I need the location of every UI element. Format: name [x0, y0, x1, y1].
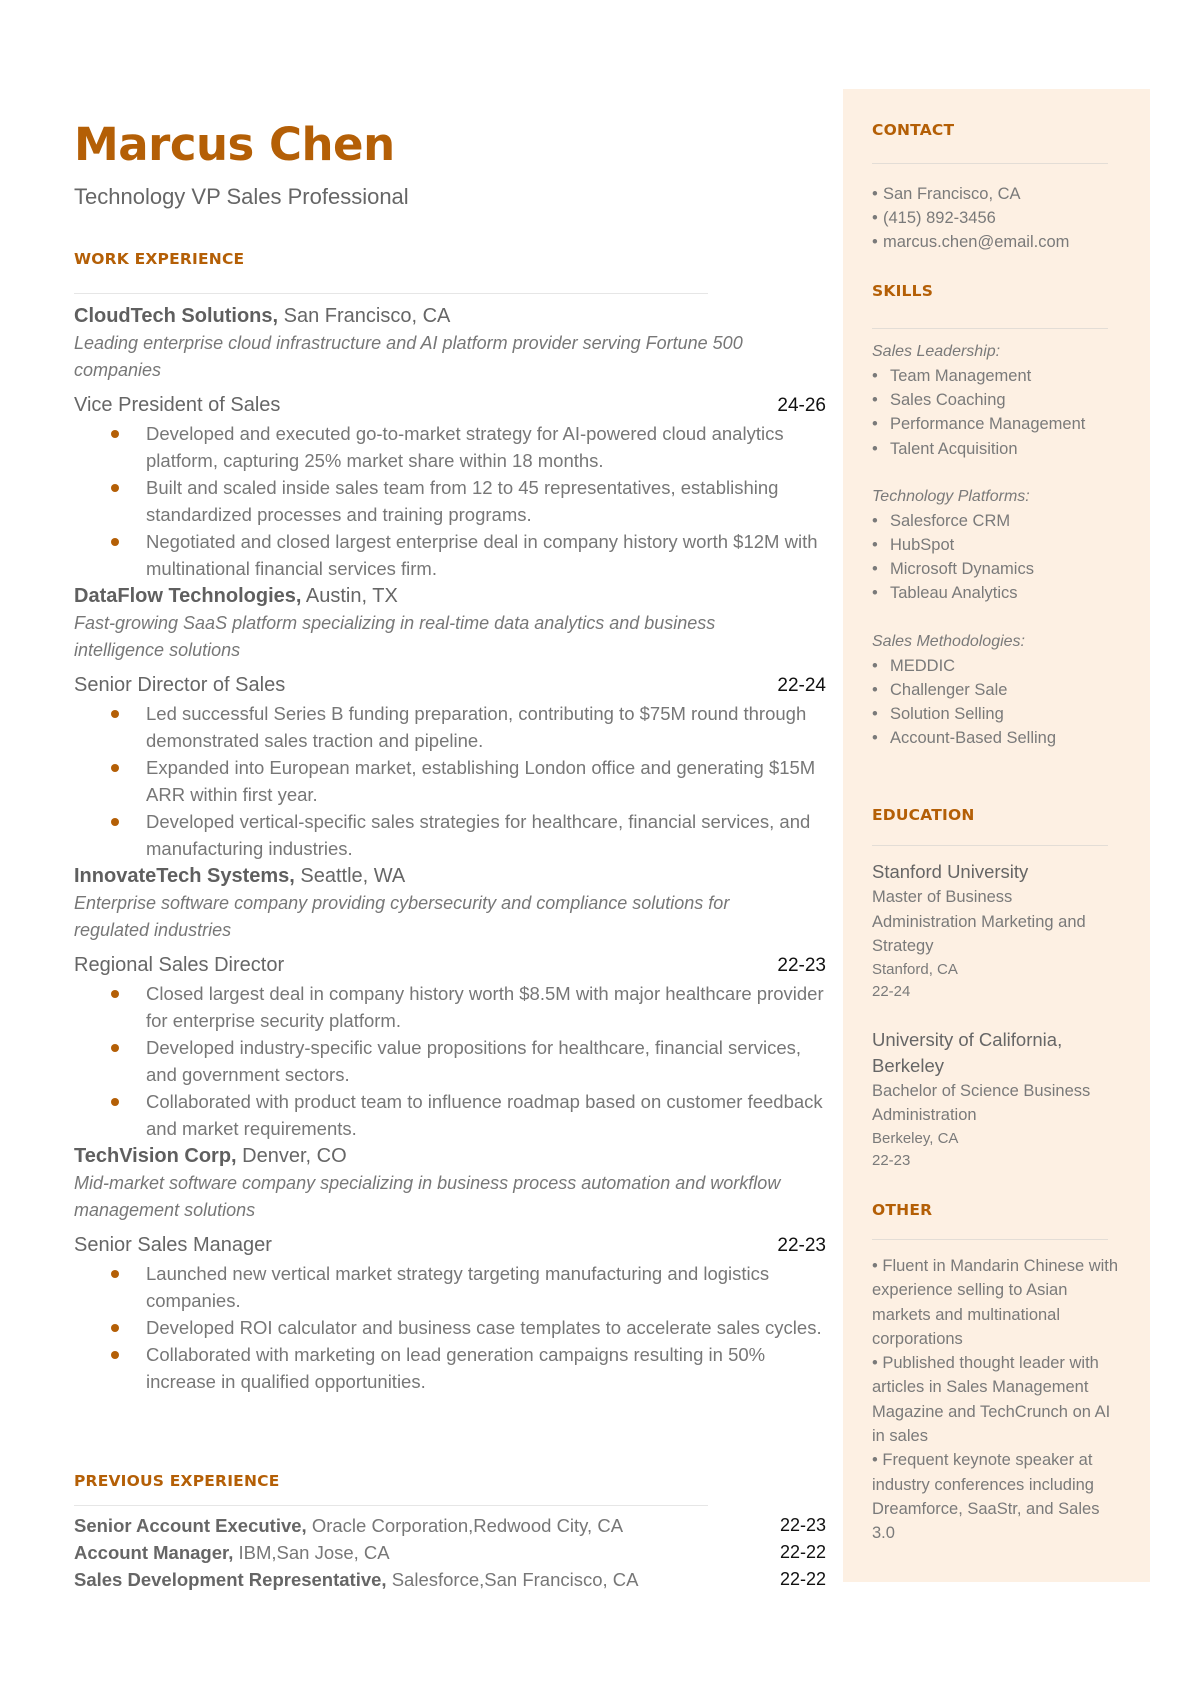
company-line — [74, 582, 826, 610]
other-list — [872, 1254, 1120, 1546]
previous-experience-list — [74, 1512, 826, 1593]
role-row — [74, 1231, 826, 1260]
company-location: Austin, TX — [301, 585, 398, 607]
skill-item — [872, 437, 1085, 461]
skill-text: MEDDIC — [890, 656, 956, 675]
skill-text: Team Management — [890, 367, 1032, 385]
skill-text: Tableau Analytics — [890, 584, 1018, 603]
bullet-icon: • — [872, 439, 878, 458]
education-degree: Bachelor of Science Business Administration — [872, 1081, 1091, 1124]
bullet-icon: • — [872, 680, 878, 699]
skill-item — [872, 702, 1085, 726]
bullet-dot-icon — [111, 710, 119, 718]
achievement-item — [146, 980, 826, 1034]
bullet-dot-icon — [111, 1351, 119, 1359]
previous-role: Account Manager, — [74, 1542, 234, 1563]
skill-text: Talent Acquisition — [890, 439, 1018, 458]
bullet-dot-icon — [111, 1098, 119, 1106]
achievement-list — [74, 700, 826, 862]
spacer — [872, 461, 1085, 485]
bullet-icon: • — [872, 415, 878, 434]
achievement-list — [74, 1260, 826, 1395]
bullet-icon: • — [872, 209, 878, 227]
skill-text: Sales Coaching — [890, 391, 1006, 410]
work-experience-list — [74, 302, 826, 1395]
company-location: San Francisco, CA — [278, 305, 451, 327]
bullet-icon: • — [872, 705, 878, 724]
contact-location — [872, 182, 1069, 206]
company-description: Enterprise software company providing cybersecurity and compliance solutions for regulated industries — [74, 893, 730, 940]
education-dates: 22-23 — [872, 1151, 911, 1169]
role-row — [74, 951, 826, 980]
role-row — [74, 671, 826, 700]
candidate-name: Marcus Chen — [74, 118, 395, 171]
contact-email — [872, 230, 1069, 254]
other-divider — [872, 1239, 1108, 1240]
bullet-icon: • — [872, 584, 878, 603]
bullet-icon: • — [872, 185, 878, 203]
achievement-text: Developed vertical-specific sales strategies for healthcare, financial services, and manufacturing industries. — [146, 811, 811, 859]
work-experience-divider — [74, 293, 708, 294]
skill-category: Sales Methodologies: — [872, 632, 1025, 650]
achievement-item — [146, 754, 826, 808]
education-entry — [872, 859, 1112, 1003]
achievement-text: Developed ROI calculator and business case templates to accelerate sales cycles. — [146, 1317, 822, 1338]
previous-role: Senior Account Executive, — [74, 1515, 307, 1536]
company-line — [74, 1142, 826, 1170]
achievement-item — [146, 1314, 826, 1341]
sidebar — [843, 89, 1150, 1582]
achievement-item — [146, 474, 826, 528]
role-dates: 22-24 — [777, 675, 826, 696]
role-title: Senior Director of Sales — [74, 674, 286, 696]
role-dates: 22-23 — [777, 1235, 826, 1256]
education-divider — [872, 845, 1108, 846]
education-heading: EDUCATION — [872, 806, 975, 824]
education-entry — [872, 1027, 1112, 1172]
bullet-icon: • — [872, 536, 878, 555]
education-location: Stanford, CA — [872, 960, 958, 978]
skill-item — [872, 412, 1085, 436]
education-school: University of California, Berkeley — [872, 1028, 1063, 1076]
achievement-text: Developed and executed go-to-market strategy for AI-powered cloud analytics platform, capturing 25% market share within 18 months. — [146, 423, 784, 471]
job-entry — [74, 862, 826, 1142]
contact-divider — [872, 163, 1108, 164]
achievement-item — [146, 808, 826, 862]
company-location: Seattle, WA — [294, 865, 406, 887]
company-line — [74, 862, 826, 890]
skill-category: Technology Platforms: — [872, 487, 1030, 505]
achievement-list — [74, 420, 826, 582]
contact-email-link[interactable]: marcus.chen@email.com — [883, 233, 1070, 251]
contact-phone-text: (415) 892-3456 — [883, 209, 996, 227]
contact-phone — [872, 206, 1069, 230]
previous-experience-row — [74, 1512, 826, 1539]
previous-experience-row — [74, 1539, 826, 1566]
achievement-text: Collaborated with product team to influence roadmap based on customer feedback and market requirements. — [146, 1091, 823, 1139]
spacer — [872, 606, 1085, 630]
skill-item — [872, 364, 1085, 388]
achievement-text: Developed industry-specific value propositions for healthcare, financial services, and government sectors. — [146, 1037, 802, 1085]
previous-experience-heading: PREVIOUS EXPERIENCE — [74, 1472, 280, 1490]
company-description: Fast-growing SaaS platform specializing in real-time data analytics and business intelligence solutions — [74, 613, 716, 660]
role-dates: 24-26 — [777, 395, 826, 416]
bullet-icon: • — [872, 560, 878, 579]
previous-dates: 22-23 — [779, 1515, 826, 1535]
education-list — [872, 859, 1112, 1172]
bullet-dot-icon — [111, 430, 119, 438]
achievement-text: Expanded into European market, establishing London office and generating $15M ARR within first year. — [146, 757, 816, 805]
role-title: Regional Sales Director — [74, 954, 285, 976]
bullet-dot-icon — [111, 538, 119, 546]
achievement-text: Collaborated with marketing on lead generation campaigns resulting in 50% increase in qualified opportunities. — [146, 1344, 766, 1392]
skill-text: Challenger Sale — [890, 680, 1008, 699]
skill-item — [872, 509, 1085, 533]
achievement-text: Negotiated and closed largest enterprise deal in company history worth $12M with multinational financial services firm. — [146, 531, 818, 579]
previous-dates: 22-22 — [779, 1542, 826, 1562]
company-name: InnovateTech Systems, — [74, 865, 295, 887]
spacer — [872, 1003, 1112, 1027]
achievement-item — [146, 1088, 826, 1142]
education-school: Stanford University — [872, 861, 1029, 882]
achievement-item — [146, 700, 826, 754]
company-location: Denver, CO — [236, 1145, 347, 1167]
contact-location-text: San Francisco, CA — [883, 185, 1021, 203]
skill-item — [872, 654, 1085, 678]
company-description: Mid-market software company specializing in business process automation and workflow management solutions — [74, 1173, 781, 1220]
company-name: CloudTech Solutions, — [74, 305, 279, 327]
bullet-dot-icon — [111, 990, 119, 998]
role-row — [74, 391, 826, 420]
achievement-item — [146, 1034, 826, 1088]
previous-org: Oracle Corporation,Redwood City, CA — [306, 1515, 624, 1536]
bullet-dot-icon — [111, 818, 119, 826]
previous-org: Salesforce,San Francisco, CA — [386, 1569, 639, 1590]
role-title: Senior Sales Manager — [74, 1234, 272, 1256]
achievement-text: Closed largest deal in company history worth $8.5M with major healthcare provider for enterprise security platform. — [146, 983, 824, 1031]
skill-item — [872, 533, 1085, 557]
company-line — [74, 302, 826, 330]
other-item: • Frequent keynote speaker at industry conferences including Dreamforce, SaaStr, and Sales 3.0 — [872, 1451, 1100, 1543]
previous-role: Sales Development Representative, — [74, 1569, 387, 1590]
achievement-text: Led successful Series B funding preparation, contributing to $75M round through demonstrated sales traction and pipeline. — [146, 703, 807, 751]
achievement-text: Built and scaled inside sales team from 12 to 45 representatives, establishing standardized processes and training programs. — [146, 477, 779, 525]
previous-experience-row — [74, 1566, 826, 1593]
job-entry — [74, 1142, 826, 1395]
work-experience-heading: WORK EXPERIENCE — [74, 250, 245, 268]
role-dates: 22-23 — [777, 955, 826, 976]
bullet-dot-icon — [111, 764, 119, 772]
skill-item — [872, 726, 1085, 750]
achievement-item — [146, 420, 826, 474]
skills-list — [872, 340, 1085, 750]
previous-experience-divider — [74, 1505, 708, 1506]
bullet-dot-icon — [111, 484, 119, 492]
job-entry — [74, 582, 826, 862]
education-dates: 22-24 — [872, 982, 911, 1000]
bullet-icon: • — [872, 391, 878, 410]
achievement-list — [74, 980, 826, 1142]
bullet-dot-icon — [111, 1270, 119, 1278]
achievement-item — [146, 528, 826, 582]
skill-text: HubSpot — [890, 536, 955, 555]
skill-item — [872, 557, 1085, 581]
other-item: • Published thought leader with articles in Sales Management Magazine and TechCrunch on AI in sales — [872, 1354, 1111, 1446]
role-title: Vice President of Sales — [74, 394, 281, 416]
candidate-title: Technology VP Sales Professional — [74, 184, 409, 209]
bullet-icon: • — [872, 511, 878, 530]
job-entry — [74, 302, 826, 582]
bullet-dot-icon — [111, 1044, 119, 1052]
bullet-icon: • — [872, 233, 878, 251]
achievement-item — [146, 1341, 826, 1395]
education-degree: Master of Business Administration Marketing and Strategy — [872, 888, 1086, 955]
bullet-icon: • — [872, 729, 878, 748]
skill-item — [872, 678, 1085, 702]
education-location: Berkeley, CA — [872, 1129, 959, 1147]
company-description: Leading enterprise cloud infrastructure and AI platform provider serving Fortune 500 companies — [74, 333, 743, 380]
skill-item — [872, 388, 1085, 412]
skill-text: Solution Selling — [890, 705, 1004, 724]
bullet-icon: • — [872, 656, 878, 675]
achievement-item — [146, 1260, 826, 1314]
bullet-dot-icon — [111, 1324, 119, 1332]
skill-item — [872, 581, 1085, 605]
achievement-text: Launched new vertical market strategy targeting manufacturing and logistics companies. — [146, 1263, 770, 1311]
other-heading: OTHER — [872, 1201, 933, 1219]
bullet-icon: • — [872, 367, 878, 385]
skills-divider — [872, 328, 1108, 329]
contact-heading: CONTACT — [872, 121, 955, 139]
skills-heading: SKILLS — [872, 282, 934, 300]
skill-text: Salesforce CRM — [890, 511, 1011, 530]
skill-text: Microsoft Dynamics — [890, 560, 1034, 579]
contact-list — [872, 182, 1069, 254]
other-item: • Fluent in Mandarin Chinese with experience selling to Asian markets and multinational corporations — [872, 1257, 1119, 1348]
company-name: DataFlow Technologies, — [74, 585, 302, 607]
skill-category: Sales Leadership: — [872, 343, 1001, 360]
skill-text: Performance Management — [890, 415, 1086, 434]
previous-dates: 22-22 — [779, 1569, 826, 1589]
skill-text: Account-Based Selling — [890, 729, 1057, 748]
previous-org: IBM,San Jose, CA — [233, 1542, 390, 1563]
company-name: TechVision Corp, — [74, 1145, 237, 1167]
